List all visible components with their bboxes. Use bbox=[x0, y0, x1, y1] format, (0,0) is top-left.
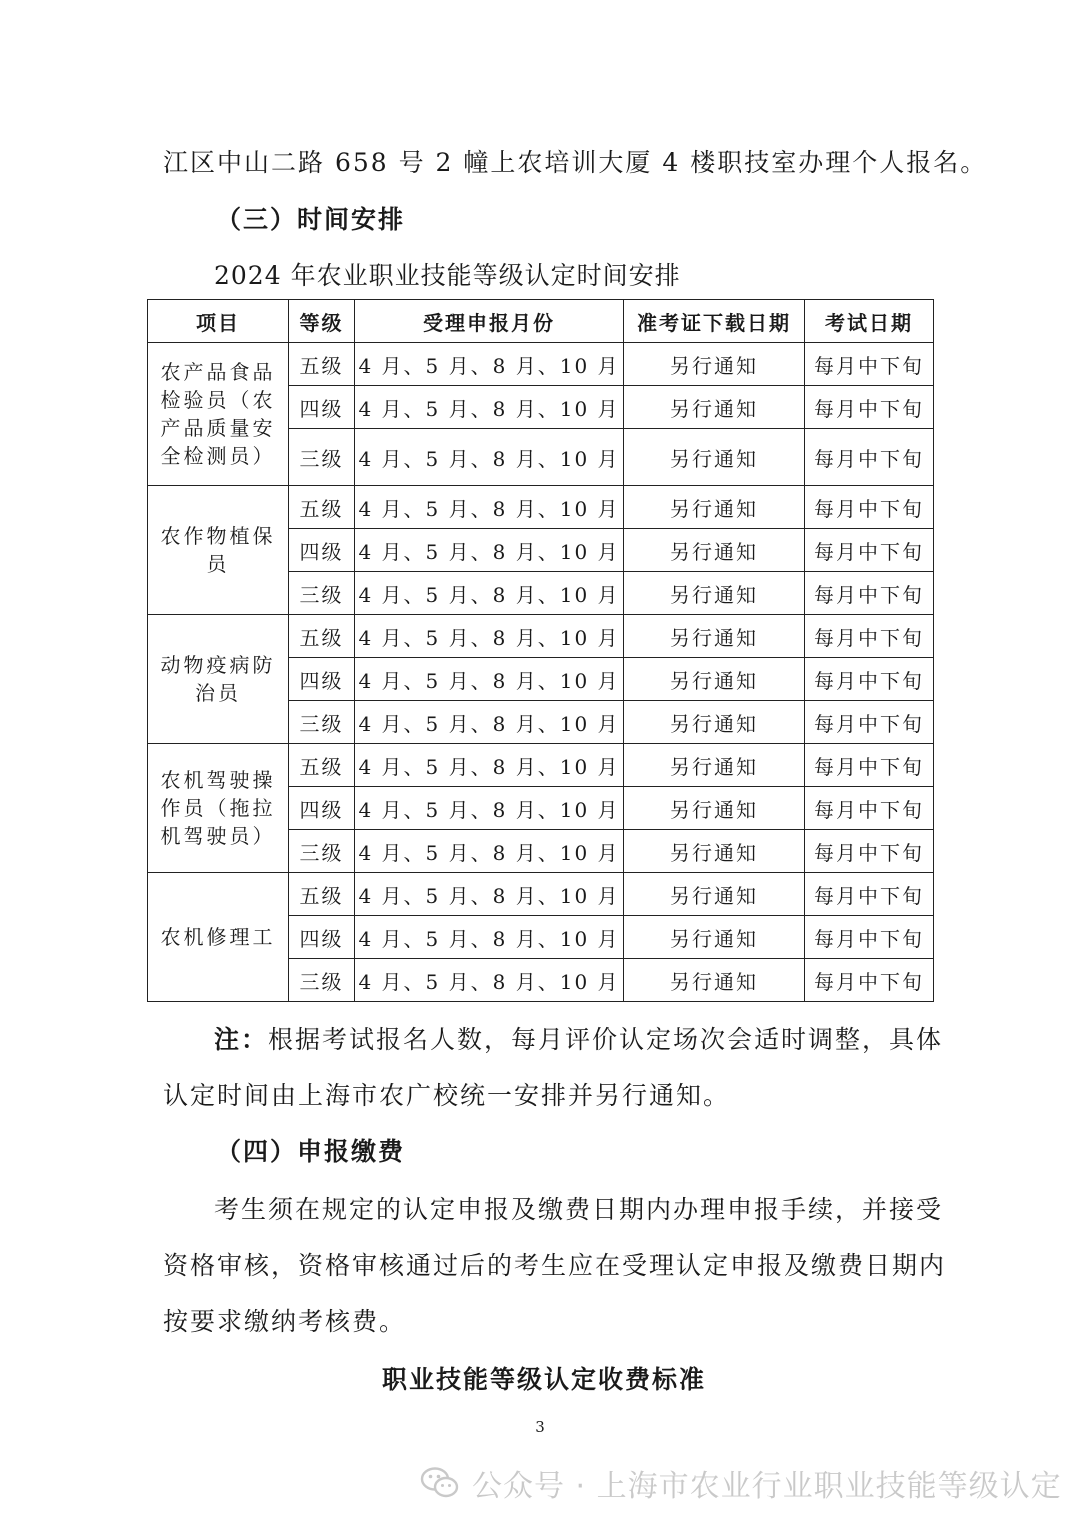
exam-cell: 每月中下旬 bbox=[805, 486, 934, 529]
table-row bbox=[148, 873, 934, 916]
fee-standard-title: 职业技能等级认定收费标准 bbox=[382, 1365, 707, 1394]
table-caption: 2024 年农业职业技能等级认定时间安排 bbox=[214, 261, 681, 290]
ticket-cell: 另行通知 bbox=[624, 529, 805, 572]
months-cell: 4 月、5 月、8 月、10 月 bbox=[355, 386, 624, 429]
ticket-cell: 另行通知 bbox=[624, 658, 805, 701]
schedule-table bbox=[147, 299, 934, 1002]
item-cell: 农作物植保员 bbox=[148, 486, 289, 615]
level-cell: 三级 bbox=[289, 959, 355, 1002]
fee-paragraph-line-1: 考生须在规定的认定申报及缴费日期内办理申报手续，并接受 bbox=[214, 1195, 944, 1224]
exam-cell: 每月中下旬 bbox=[805, 343, 934, 386]
note-line-1 bbox=[214, 1020, 943, 1056]
months-cell: 4 月、5 月、8 月、10 月 bbox=[355, 658, 624, 701]
exam-cell: 每月中下旬 bbox=[805, 572, 934, 615]
header-ticket-date: 准考证下载日期 bbox=[624, 300, 805, 343]
exam-cell: 每月中下旬 bbox=[805, 386, 934, 429]
table-row bbox=[148, 343, 934, 386]
item-cell: 动物疫病防治员 bbox=[148, 615, 289, 744]
months-cell: 4 月、5 月、8 月、10 月 bbox=[355, 787, 624, 830]
exam-cell: 每月中下旬 bbox=[805, 959, 934, 1002]
header-months: 受理申报月份 bbox=[355, 300, 624, 343]
watermark bbox=[420, 1458, 1062, 1508]
ticket-cell: 另行通知 bbox=[624, 386, 805, 429]
exam-cell: 每月中下旬 bbox=[805, 429, 934, 486]
note-text: 根据考试报名人数，每月评价认定场次会适时调整，具体 bbox=[268, 1025, 944, 1054]
ticket-cell: 另行通知 bbox=[624, 429, 805, 486]
ticket-cell: 另行通知 bbox=[624, 343, 805, 386]
months-cell: 4 月、5 月、8 月、10 月 bbox=[355, 486, 624, 529]
page-number: 3 bbox=[535, 1418, 545, 1436]
months-cell: 4 月、5 月、8 月、10 月 bbox=[355, 744, 624, 787]
level-cell: 三级 bbox=[289, 429, 355, 486]
level-cell: 四级 bbox=[289, 658, 355, 701]
months-cell: 4 月、5 月、8 月、10 月 bbox=[355, 615, 624, 658]
level-cell: 五级 bbox=[289, 343, 355, 386]
exam-cell: 每月中下旬 bbox=[805, 615, 934, 658]
level-cell: 五级 bbox=[289, 486, 355, 529]
header-exam-date: 考试日期 bbox=[805, 300, 934, 343]
ticket-cell: 另行通知 bbox=[624, 572, 805, 615]
exam-cell: 每月中下旬 bbox=[805, 701, 934, 744]
level-cell: 四级 bbox=[289, 787, 355, 830]
ticket-cell: 另行通知 bbox=[624, 744, 805, 787]
wechat-icon bbox=[420, 1466, 460, 1500]
level-cell: 五级 bbox=[289, 744, 355, 787]
ticket-cell: 另行通知 bbox=[624, 830, 805, 873]
item-cell: 农机驾驶操作员（拖拉机驾驶员） bbox=[148, 744, 289, 873]
level-cell: 五级 bbox=[289, 873, 355, 916]
note-label: 注： bbox=[214, 1025, 269, 1054]
item-cell: 农产品食品检验员（农产品质量安全检测员） bbox=[148, 343, 289, 486]
ticket-cell: 另行通知 bbox=[624, 873, 805, 916]
months-cell: 4 月、5 月、8 月、10 月 bbox=[355, 830, 624, 873]
watermark-text: 公众号 · 上海市农业行业职业技能等级认定 bbox=[472, 1469, 1062, 1504]
exam-cell: 每月中下旬 bbox=[805, 658, 934, 701]
ticket-cell: 另行通知 bbox=[624, 701, 805, 744]
table-header-row bbox=[148, 300, 934, 343]
ticket-cell: 另行通知 bbox=[624, 615, 805, 658]
section-heading-fee: （四）申报缴费 bbox=[216, 1137, 406, 1166]
table-row bbox=[148, 744, 934, 787]
exam-cell: 每月中下旬 bbox=[805, 744, 934, 787]
ticket-cell: 另行通知 bbox=[624, 916, 805, 959]
ticket-cell: 另行通知 bbox=[624, 486, 805, 529]
fee-paragraph-line-3: 按要求缴纳考核费。 bbox=[163, 1307, 407, 1336]
exam-cell: 每月中下旬 bbox=[805, 830, 934, 873]
level-cell: 三级 bbox=[289, 572, 355, 615]
section-heading-time-schedule: （三）时间安排 bbox=[216, 205, 406, 234]
exam-cell: 每月中下旬 bbox=[805, 916, 934, 959]
months-cell: 4 月、5 月、8 月、10 月 bbox=[355, 343, 624, 386]
level-cell: 三级 bbox=[289, 701, 355, 744]
ticket-cell: 另行通知 bbox=[624, 959, 805, 1002]
months-cell: 4 月、5 月、8 月、10 月 bbox=[355, 429, 624, 486]
table-row bbox=[148, 615, 934, 658]
months-cell: 4 月、5 月、8 月、10 月 bbox=[355, 572, 624, 615]
level-cell: 四级 bbox=[289, 386, 355, 429]
level-cell: 四级 bbox=[289, 916, 355, 959]
address-line: 江区中山二路 658 号 2 幢上农培训大厦 4 楼职技室办理个人报名。 bbox=[163, 148, 988, 177]
note-line-2: 认定时间由上海市农广校统一安排并另行通知。 bbox=[163, 1081, 731, 1110]
fee-paragraph-line-2: 资格审核，资格审核通过后的考生应在受理认定申报及缴费日期内 bbox=[163, 1251, 947, 1280]
ticket-cell: 另行通知 bbox=[624, 787, 805, 830]
months-cell: 4 月、5 月、8 月、10 月 bbox=[355, 916, 624, 959]
level-cell: 五级 bbox=[289, 615, 355, 658]
months-cell: 4 月、5 月、8 月、10 月 bbox=[355, 529, 624, 572]
header-level: 等级 bbox=[289, 300, 355, 343]
months-cell: 4 月、5 月、8 月、10 月 bbox=[355, 701, 624, 744]
level-cell: 三级 bbox=[289, 830, 355, 873]
table-row bbox=[148, 486, 934, 529]
exam-cell: 每月中下旬 bbox=[805, 787, 934, 830]
header-item: 项目 bbox=[148, 300, 289, 343]
level-cell: 四级 bbox=[289, 529, 355, 572]
exam-cell: 每月中下旬 bbox=[805, 873, 934, 916]
item-cell: 农机修理工 bbox=[148, 873, 289, 1002]
exam-cell: 每月中下旬 bbox=[805, 529, 934, 572]
months-cell: 4 月、5 月、8 月、10 月 bbox=[355, 873, 624, 916]
months-cell: 4 月、5 月、8 月、10 月 bbox=[355, 959, 624, 1002]
